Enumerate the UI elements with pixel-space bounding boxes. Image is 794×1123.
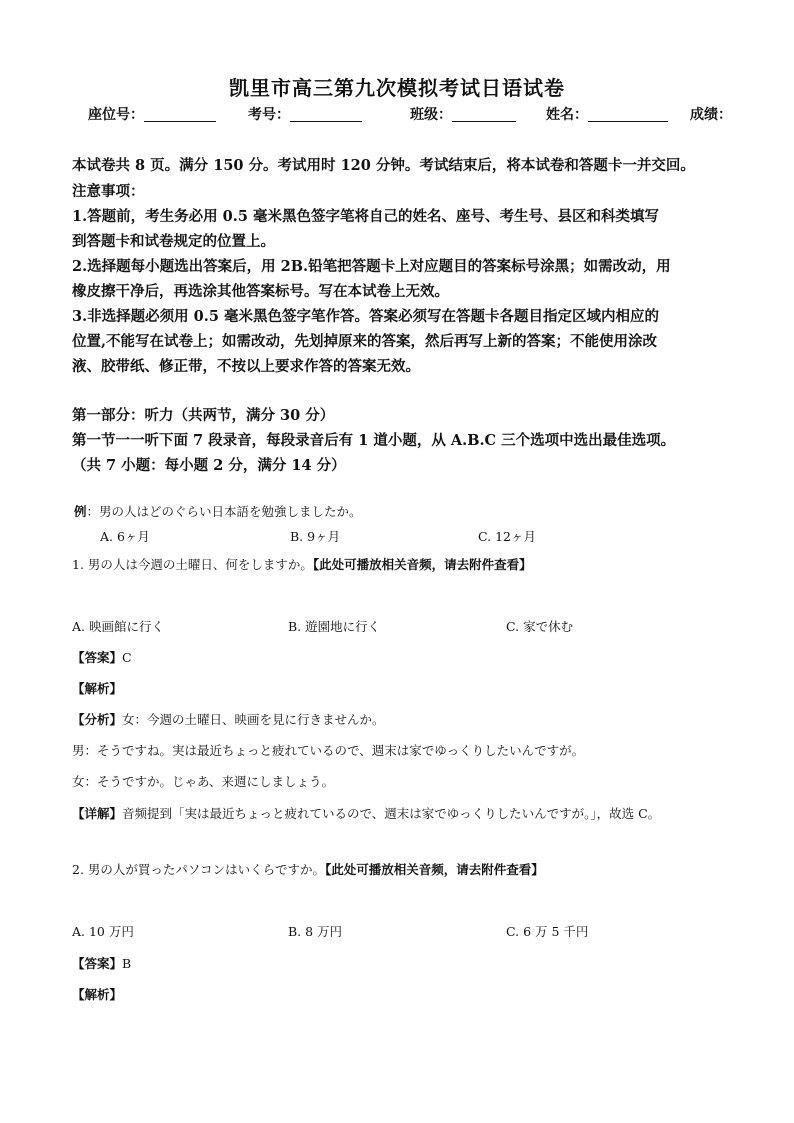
- intro-text: 本试卷共 8 页。满分 150 分。考试用时 120 分钟。考试结束后，将本试卷和答题卡一并交回。: [72, 157, 695, 174]
- class-blank: [452, 105, 516, 122]
- q2-question: [72, 860, 544, 878]
- exam-no-label: 考号：: [248, 107, 290, 123]
- q1-question-text: 1. 男の人は今週の土曜日、何をしますか。: [72, 557, 313, 572]
- exam-no-blank: [290, 105, 362, 122]
- q2-question-text: 2. 男の人が買ったパソコンはいくらですか。: [72, 862, 326, 877]
- notice-item-1: 1.答题前，考生务必用 0.5 毫米黑色签字笔将自己的姓名、座号、考生号、县区和科类填写: [72, 208, 659, 225]
- notice-item-2: 2.选择题每小题选出答案后，用 2B.铅笔把答题卡上对应题目的答案标号涂黑；如需改动，用: [72, 258, 671, 275]
- name-blank: [588, 105, 668, 122]
- name-field: [546, 104, 668, 124]
- class-label: 班级：: [410, 107, 452, 123]
- q1-option-b: B. 遊園地に行く: [288, 619, 381, 634]
- q1-detail-text: 音频提到「実は最近ちょっと疲れているので、週末は家でゆっくりしたいんですが。」，故选 C。: [122, 806, 661, 821]
- part1-heading: 第一部分：听力（共两节，满分 30 分）: [72, 407, 335, 424]
- q1-answer-value: C: [122, 650, 132, 665]
- example-label: 例: [74, 504, 87, 519]
- notice-item-1-cont: 到答题卡和试卷规定的位置上。: [72, 233, 275, 250]
- q1-dialogue-2: 男：そうですね。実は最近ちょっと疲れているので、週末は家でゆっくりしたいんですが。: [72, 743, 585, 758]
- section1-heading: 第一节一一听下面 7 段录音，每段录音后有 1 道小题，从 A.B.C 三个选项中选出最佳选项。: [72, 432, 676, 449]
- notice-item-3: 3.非选择题必须用 0.5 毫米黑色签字笔作答。答案必须写在答题卡各题目指定区域内相应的: [72, 308, 659, 325]
- q1-fenxi-label: 【分析】: [72, 712, 123, 727]
- notice-item-3-cont: 位置,不能写在试卷上；如需改动，先划掉原来的答案，然后再写上新的答案；不能使用涂改: [72, 333, 658, 350]
- q1-option-c: C. 家で休む: [506, 619, 574, 634]
- q1-question: [72, 555, 532, 573]
- score-field: [690, 104, 732, 124]
- example-option-b: B. 9ヶ月: [290, 529, 341, 544]
- q2-answer-value: B: [122, 956, 132, 971]
- q2-option-b: B. 8 万円: [288, 924, 343, 939]
- seat-label: 座位号：: [88, 107, 144, 123]
- seat-field: [88, 104, 216, 124]
- example-option-c: C. 12ヶ月: [478, 529, 536, 544]
- q1-answer-label: 【答案】: [72, 650, 123, 665]
- seat-blank: [144, 105, 216, 122]
- q1-dialogue-1: 女：今週の土曜日、映画を見に行きませんか。: [122, 712, 385, 727]
- q2-option-a: A. 10 万円: [72, 924, 134, 939]
- q2-option-c: C. 6 万 5 千円: [506, 924, 589, 939]
- section1-subheading: （共 7 小题：每小题 2 分，满分 14 分）: [72, 457, 346, 474]
- notice-item-3-cont2: 液、胶带纸、修正带，不按以上要求作答的答案无效。: [72, 358, 420, 375]
- class-field: [410, 104, 516, 124]
- name-label: 姓名：: [546, 107, 588, 123]
- q2-audio-note: 【此处可播放相关音频，请去附件查看】: [325, 862, 544, 877]
- q1-detail-label: 【详解】: [72, 806, 123, 821]
- example-question: [74, 502, 362, 520]
- q1-dialogue-3: 女：そうですか。じゃあ、来週にしましょう。: [72, 774, 335, 789]
- exam-no-field: [248, 104, 362, 124]
- q2-answer-label: 【答案】: [72, 956, 123, 971]
- score-label: 成绩：: [690, 107, 732, 123]
- q1-option-a: A. 映画館に行く: [72, 619, 164, 634]
- q2-analysis-label: 【解析】: [72, 987, 123, 1002]
- student-info-row: [0, 104, 794, 128]
- q2-answer: [72, 954, 131, 972]
- page-title: 凯里市高三第九次模拟考试日语试卷: [229, 76, 565, 100]
- q1-answer: [72, 648, 132, 666]
- q1-audio-note: 【此处可播放相关音频，请去附件查看】: [312, 557, 532, 572]
- q1-fenxi: [72, 710, 385, 728]
- notice-title: 注意事项：: [72, 183, 145, 200]
- example-question-text: ：男の人はどのぐらい日本語を勉強しましたか。: [86, 504, 362, 519]
- q1-analysis-label: 【解析】: [72, 681, 123, 696]
- q1-detail: [72, 804, 660, 822]
- example-option-a: A. 6ヶ月: [100, 529, 150, 544]
- notice-item-2-cont: 橡皮擦干净后，再选涂其他答案标号。写在本试卷上无效。: [72, 283, 449, 300]
